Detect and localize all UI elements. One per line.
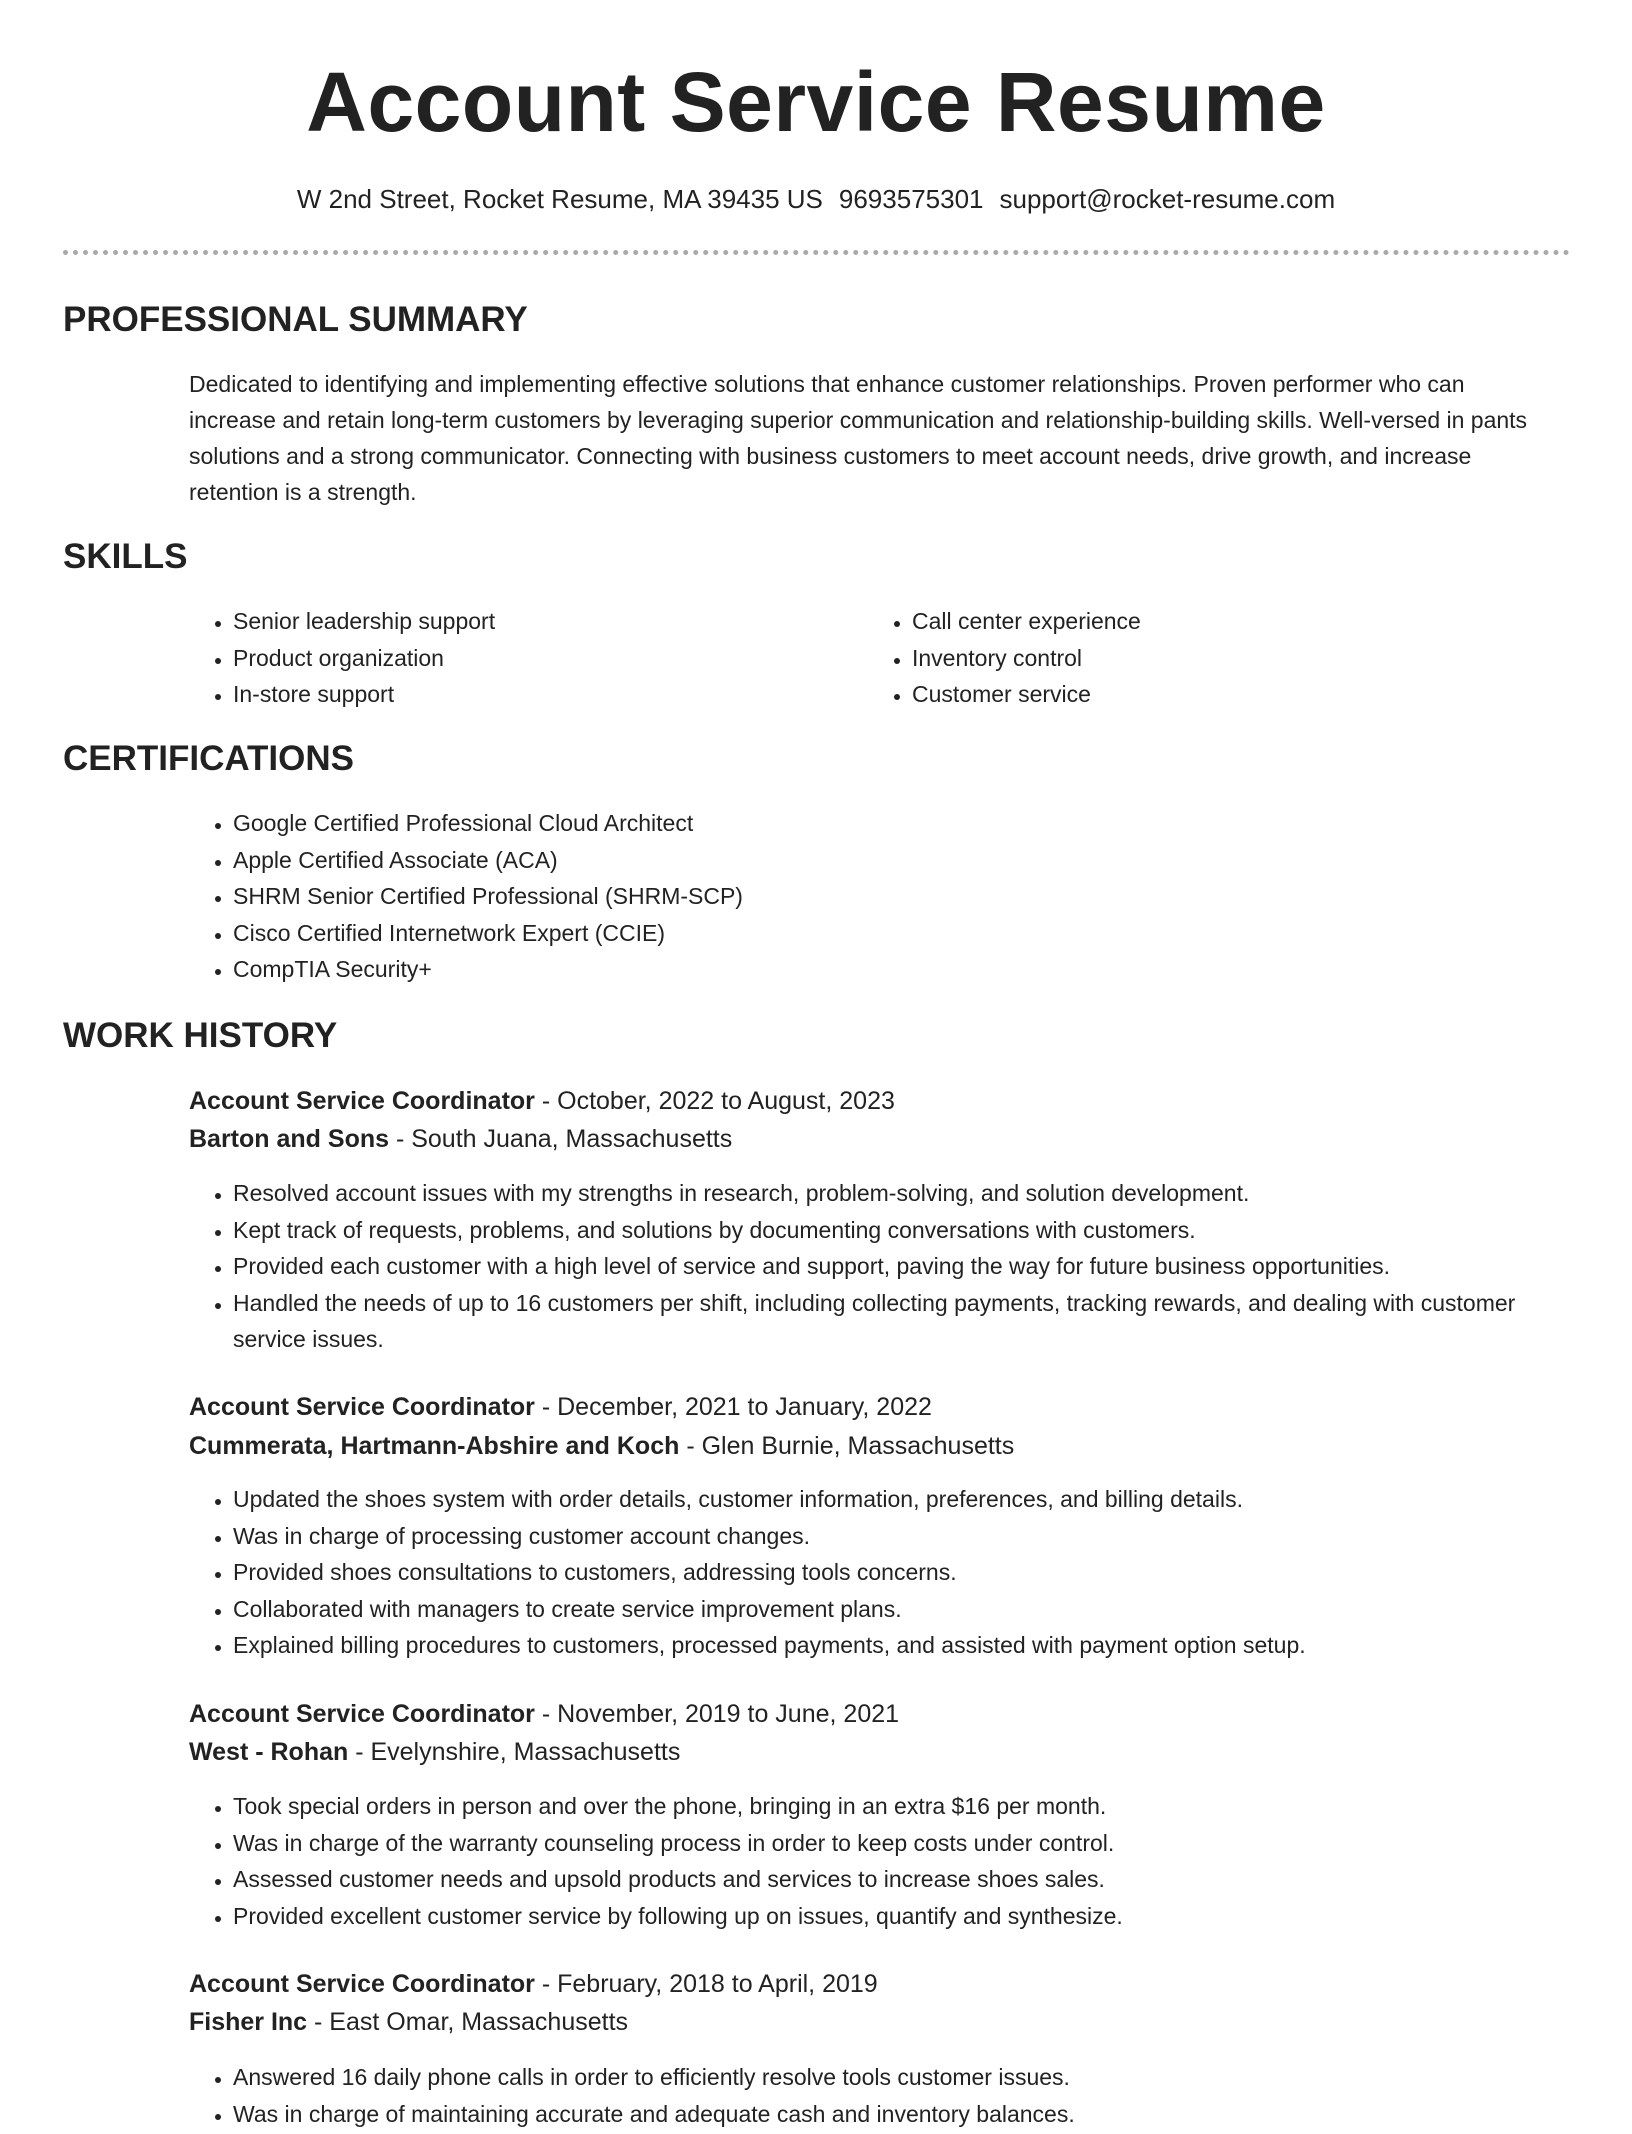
job-bullets: [189, 1175, 1593, 1358]
job-bullet: • Kept track of requests, problems, and solutions by documenting conversations with customers.: [233, 1212, 1593, 1249]
skill-item: • Call center experience: [912, 603, 1512, 640]
skills-list-left: [189, 603, 833, 713]
job-bullet: • Was in charge of processing customer account changes.: [233, 1518, 1593, 1555]
job-location: - East Omar, Massachusetts: [307, 2008, 629, 2036]
job-title: Account Service Coordinator: [189, 1700, 535, 1728]
job-title: Account Service Coordinator: [189, 1970, 535, 1998]
skill-item: • Inventory control: [912, 640, 1512, 677]
job-company: Fisher Inc: [189, 2008, 308, 2036]
certification-item: • Google Certified Professional Cloud Architect: [233, 805, 1533, 842]
job-company-line: [189, 1427, 1014, 1465]
summary-heading: PROFESSIONAL SUMMARY: [63, 300, 528, 339]
job-location: - Evelynshire, Massachusetts: [348, 1738, 681, 1766]
job-bullet: • Assessed customer needs and upsold products and services to increase shoes sales.: [233, 1861, 1593, 1898]
job-bullets: [189, 1481, 1593, 1664]
certification-item: • Cisco Certified Internetwork Expert (CCIE): [233, 915, 1533, 952]
job-bullet: • Answered 16 daily phone calls in order to efficiently resolve tools customer issues.: [233, 2059, 1593, 2096]
job-title-line: [189, 1965, 878, 2003]
job-company-line: [189, 1120, 732, 1158]
job-bullet: • Was in charge of maintaining accurate and adequate cash and inventory balances.: [233, 2096, 1593, 2133]
job-bullets: [189, 1788, 1593, 1934]
email-text: support@rocket-resume.com: [999, 184, 1336, 214]
skill-item: • Senior leadership support: [233, 603, 833, 640]
job-bullet: • Explained billing procedures to customers, processed payments, and assisted with payment option setup.: [233, 1627, 1593, 1664]
job-bullet: • Provided each customer with a high level of service and support, paving the way for future business opportunities.: [233, 1248, 1593, 1285]
header-divider: [63, 250, 1570, 255]
job-bullet: • Resolved account issues with my strengths in research, problem-solving, and solution development.: [233, 1175, 1593, 1212]
job-dates: - October, 2022 to August, 2023: [534, 1087, 895, 1115]
work-history-heading: WORK HISTORY: [63, 1016, 338, 1055]
certification-item: • Apple Certified Associate (ACA): [233, 842, 1533, 879]
skill-item: • Customer service: [912, 676, 1512, 713]
job-dates: - December, 2021 to January, 2022: [534, 1393, 932, 1421]
job-company-line: [189, 2003, 628, 2041]
job-bullet: • Collaborated with managers to create service improvement plans.: [233, 1591, 1593, 1628]
job-bullets: [189, 2059, 1593, 2132]
job-title-line: [189, 1388, 932, 1426]
certifications-list: [189, 805, 1533, 988]
job-dates: - November, 2019 to June, 2021: [534, 1700, 900, 1728]
certification-item: • CompTIA Security+: [233, 951, 1533, 988]
job-location: - South Juana, Massachusetts: [389, 1125, 733, 1153]
job-company-line: [189, 1733, 680, 1771]
job-title-line: [189, 1695, 899, 1733]
job-dates: - February, 2018 to April, 2019: [534, 1970, 878, 1998]
job-company: Cummerata, Hartmann-Abshire and Koch: [189, 1432, 680, 1460]
job-location: - Glen Burnie, Massachusetts: [679, 1432, 1015, 1460]
summary-text: Dedicated to identifying and implementing effective solutions that enhance customer relationships. Proven performer who can increase and retain long-term customers by leveraging superior communication and relationship-building skills. Well-versed in pants solutions and a strong communicator. Connecting with business customers to meet account needs, drive growth, and increase retention is a strength.: [189, 371, 1528, 505]
job-bullet: • Provided excellent customer service by following up on issues, quantify and synthesize.: [233, 1898, 1593, 1935]
phone-text: 9693575301: [838, 184, 984, 214]
address-text: W 2nd Street, Rocket Resume, MA 39435 US: [296, 184, 823, 214]
job-bullet: • Was in charge of the warranty counseling process in order to keep costs under control.: [233, 1825, 1593, 1862]
resume-title: Account Service Resume: [306, 55, 1326, 149]
job-title-line: [189, 1082, 895, 1120]
skills-list-right: [868, 603, 1512, 713]
job-title: Account Service Coordinator: [189, 1087, 535, 1115]
skill-item: • In-store support: [233, 676, 833, 713]
job-bullet: • Took special orders in person and over the phone, bringing in an extra $16 per month.: [233, 1788, 1593, 1825]
certifications-heading: CERTIFICATIONS: [63, 739, 355, 778]
job-bullet: • Updated the shoes system with order details, customer information, preferences, and billing details.: [233, 1481, 1593, 1518]
job-bullet: • Provided shoes consultations to customers, addressing tools concerns.: [233, 1554, 1593, 1591]
certification-item: • SHRM Senior Certified Professional (SHRM-SCP): [233, 878, 1533, 915]
job-company: West - Rohan: [189, 1738, 349, 1766]
job-company: Barton and Sons: [189, 1125, 390, 1153]
job-bullet: • Handled the needs of up to 16 customers per shift, including collecting payments, tracking rewards, and dealing with customer service issues.: [233, 1285, 1593, 1358]
job-title: Account Service Coordinator: [189, 1393, 535, 1421]
contact-line: [0, 181, 1632, 217]
skill-item: • Product organization: [233, 640, 833, 677]
skills-heading: SKILLS: [63, 537, 188, 576]
